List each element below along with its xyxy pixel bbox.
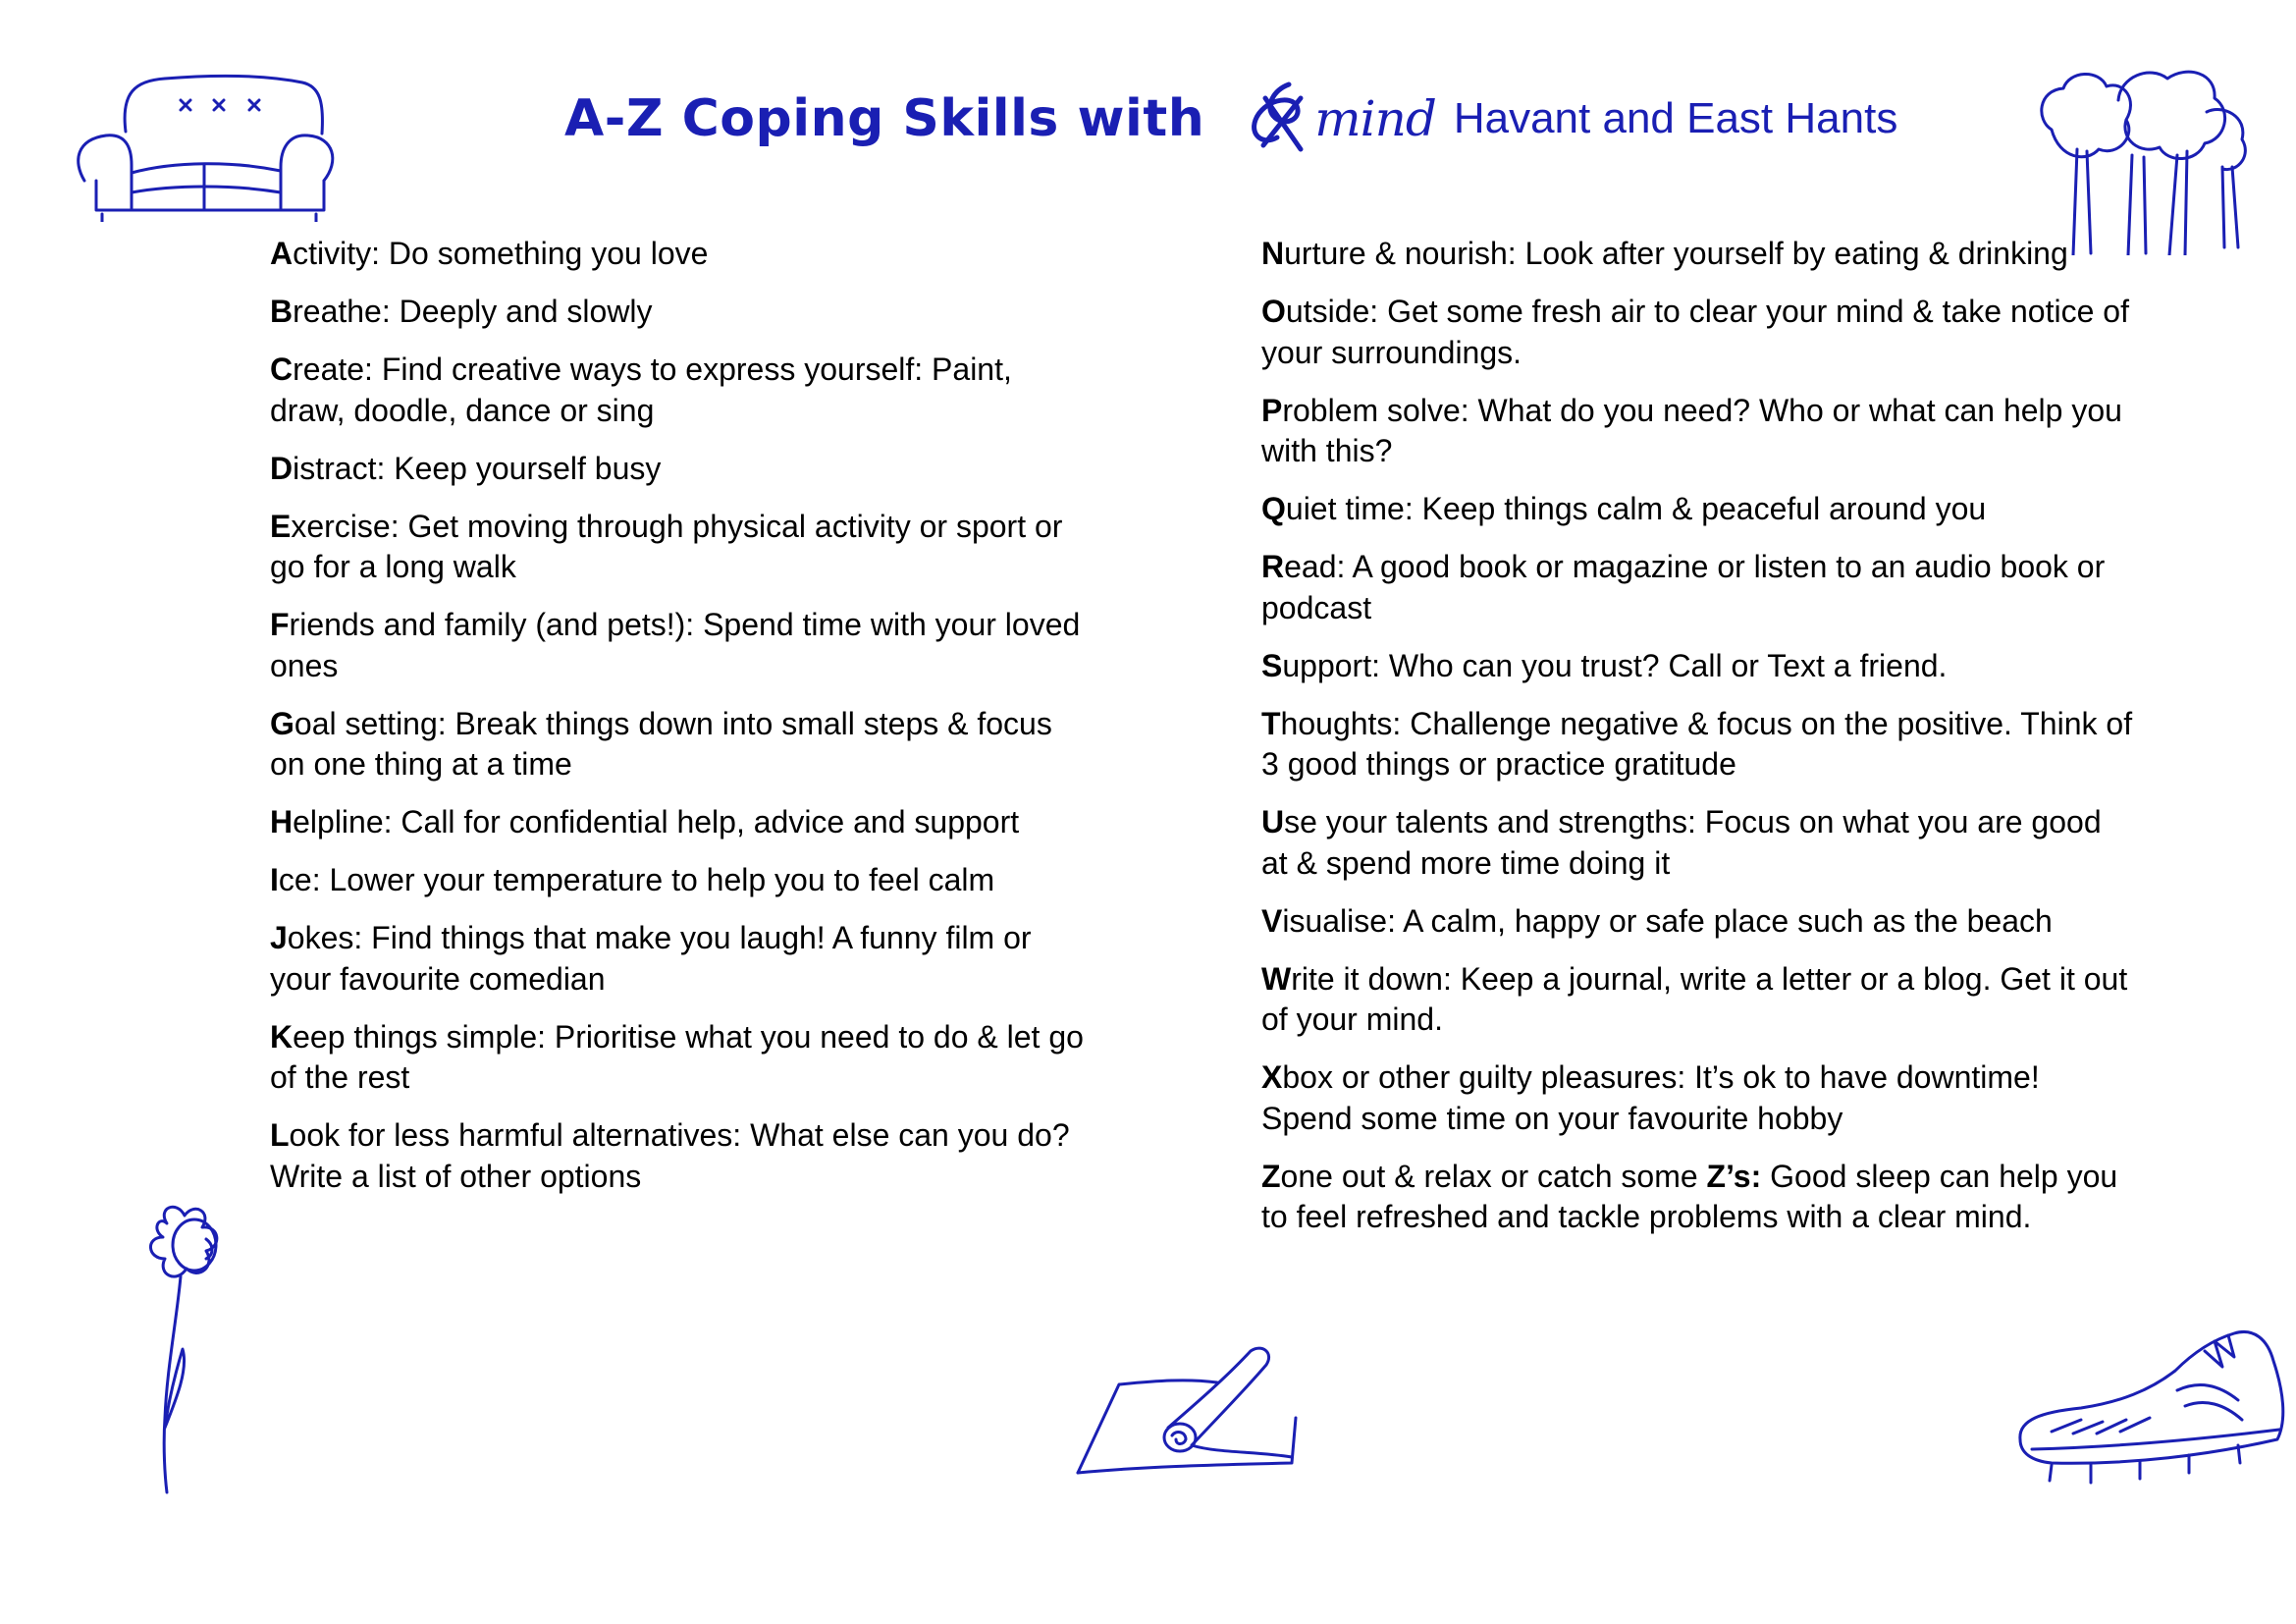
entry-initial: E	[270, 508, 292, 544]
left-entry-k	[270, 1017, 1095, 1099]
entry-text: eep things simple: Prioritise what you need to do & let go of the rest	[270, 1018, 1084, 1095]
mind-logo	[1244, 77, 1897, 161]
entry-initial: X	[1261, 1059, 1283, 1095]
entry-initial: H	[270, 804, 294, 839]
left-entry-c	[270, 350, 1095, 431]
mind-branch-name: Havant and East Hants	[1453, 94, 1898, 142]
right-entry-p	[1261, 391, 2135, 472]
left-entry-e	[270, 507, 1095, 588]
entry-text: ead: A good book or magazine or listen to an audio book or podcast	[1261, 549, 2106, 625]
yoga-mat-icon	[1070, 1343, 1302, 1481]
entry-initial: Q	[1261, 491, 1286, 526]
right-entry-u	[1261, 802, 2135, 884]
entry-text: houghts: Challenge negative & focus on the positive. Think of 3 good things or practice gratitude	[1261, 705, 2133, 782]
entry-initial: R	[1261, 549, 1285, 584]
entry-emphasis: Z’s:	[1706, 1158, 1762, 1194]
entry-text: utside: Get some fresh air to clear your mind & take notice of your surroundings.	[1261, 294, 2129, 370]
right-entry-v	[1261, 901, 2135, 943]
entry-text: ce: Lower your temperature to help you to feel calm	[278, 862, 995, 897]
entry-text: okes: Find things that make you laugh! A funny film or your favourite comedian	[270, 920, 1032, 997]
right-entry-n	[1261, 234, 2135, 275]
entry-initial: I	[270, 862, 279, 897]
left-entry-a	[270, 234, 1095, 275]
left-entry-l	[270, 1115, 1095, 1197]
entry-text: box or other guilty pleasures: It’s ok to have downtime! Spend some time on your favourite hobby	[1261, 1059, 2040, 1136]
right-entry-w	[1261, 959, 2135, 1041]
entry-initial: J	[270, 920, 288, 955]
mind-logo-word: mind	[1314, 90, 1436, 147]
entry-text: urture & nourish: Look after yourself by eating & drinking	[1284, 236, 2068, 271]
entry-text: reate: Find creative ways to express yourself: Paint, draw, doodle, dance or sing	[270, 352, 1012, 428]
entry-initial: G	[270, 705, 294, 741]
entry-text: one out & relax or catch some	[1280, 1158, 1707, 1194]
entry-text: isualise: A calm, happy or safe place such as the beach	[1282, 902, 2053, 939]
entry-text: rite it down: Keep a journal, write a letter or a blog. Get it out of your mind.	[1261, 960, 2128, 1037]
left-entry-f	[270, 605, 1095, 686]
page-header	[564, 77, 1897, 161]
right-entry-q	[1261, 489, 2135, 530]
entry-initial: D	[270, 450, 294, 486]
trees-icon	[2030, 61, 2256, 255]
entry-initial: Z	[1261, 1158, 1281, 1194]
entry-initial: W	[1261, 960, 1292, 997]
mind-logo-mark-icon	[1244, 77, 1316, 161]
entry-text: oal setting: Break things down into small steps & focus on one thing at a time	[270, 705, 1052, 782]
entry-initial: S	[1261, 647, 1283, 683]
daffodil-icon	[137, 1202, 240, 1496]
page-title: A-Z Coping Skills with	[564, 89, 1205, 148]
right-entry-o	[1261, 292, 2135, 373]
right-entry-s	[1261, 646, 2135, 687]
entry-initial: T	[1261, 705, 1281, 741]
right-entry-x	[1261, 1057, 2135, 1139]
football-boot-icon	[2012, 1322, 2291, 1490]
left-entry-d	[270, 449, 1095, 490]
entry-text: upport: Who can you trust? Call or Text a friend.	[1282, 647, 1948, 683]
right-column	[1261, 234, 2135, 1255]
entry-initial: O	[1261, 294, 1286, 329]
entry-text: xercise: Get moving through physical activity or sport or go for a long walk	[270, 508, 1063, 584]
entry-text: uiet time: Keep things calm & peaceful around you	[1285, 491, 1987, 526]
left-entry-j	[270, 918, 1095, 1000]
left-entry-b	[270, 292, 1095, 333]
entry-initial: L	[270, 1117, 290, 1153]
left-column	[270, 234, 1095, 1215]
entry-text: istract: Keep yourself busy	[293, 450, 662, 486]
entry-text: riends and family (and pets!): Spend time with your loved ones	[270, 607, 1081, 683]
entry-text: roblem solve: What do you need? Who or what can help you with this?	[1261, 392, 2122, 468]
entry-initial: K	[270, 1018, 294, 1055]
left-entry-h	[270, 802, 1095, 843]
entry-text: elpline: Call for confidential help, advice and support	[293, 804, 1020, 839]
entry-initial: V	[1261, 902, 1283, 939]
entry-initial: A	[270, 236, 294, 271]
right-entry-r	[1261, 547, 2135, 628]
entry-initial: N	[1261, 236, 1285, 271]
entry-initial: P	[1261, 392, 1283, 428]
entry-text: reathe: Deeply and slowly	[293, 294, 653, 329]
right-entry-z	[1261, 1157, 2135, 1238]
entry-text: ook for less harmful alternatives: What else can you do? Write a list of other options	[270, 1117, 1070, 1194]
left-entry-i	[270, 860, 1095, 901]
right-entry-t	[1261, 704, 2135, 785]
entry-initial: B	[270, 294, 294, 329]
left-entry-g	[270, 704, 1095, 785]
entry-text: se your talents and strengths: Focus on what you are good at & spend more time doing it	[1261, 804, 2102, 881]
entry-initial: F	[270, 607, 290, 642]
entry-text: ctivity: Do something you love	[293, 236, 709, 271]
sofa-icon	[67, 63, 344, 222]
entry-text-continued: Good sleep can help you to feel refreshed and tackle problems with a clear mind.	[1261, 1158, 2118, 1234]
entry-initial: C	[270, 352, 294, 387]
entry-initial: U	[1261, 804, 1285, 839]
